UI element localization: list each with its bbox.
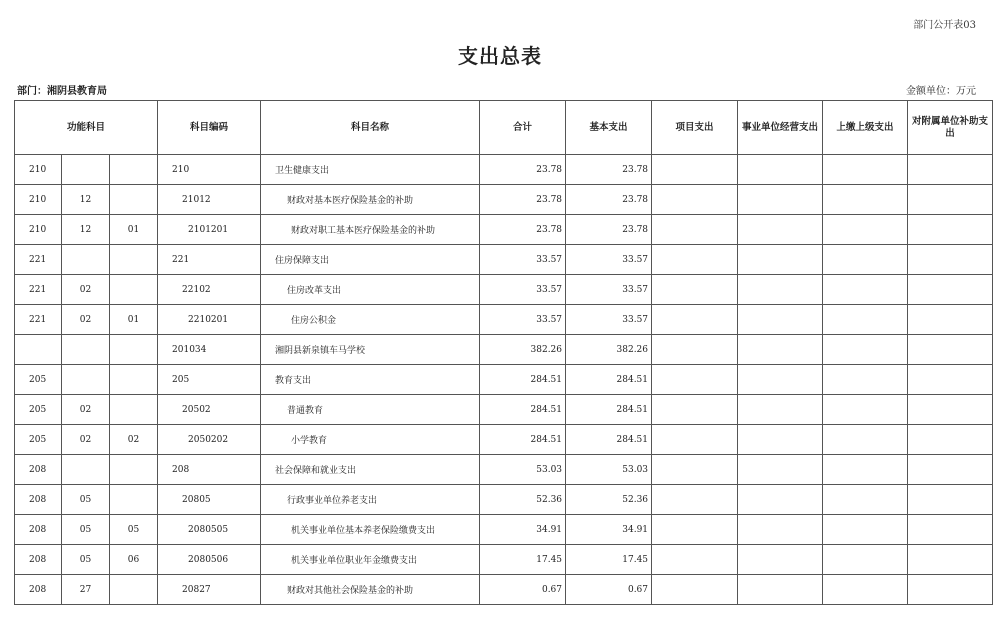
cell-project [652, 335, 738, 365]
cell-total: 23.78 [480, 185, 566, 215]
cell-subsidy [908, 575, 993, 605]
cell-subject-code: 20502 [158, 395, 261, 425]
cell-subject-name: 机关事业单位职业年金缴费支出 [261, 545, 480, 575]
cell-basic: 52.36 [566, 485, 652, 515]
cell-subsidy [908, 275, 993, 305]
cell-func-subitem: 01 [110, 305, 158, 335]
cell-total: 284.51 [480, 425, 566, 455]
cell-upper [823, 365, 908, 395]
table-row [15, 515, 993, 545]
column-header-subsidy: 对附属单位补助支出 [908, 101, 993, 155]
cell-subject-code: 2080506 [158, 545, 261, 575]
cell-project [652, 185, 738, 215]
cell-basic: 23.78 [566, 215, 652, 245]
cell-upper [823, 275, 908, 305]
cell-upper [823, 305, 908, 335]
table-row [15, 185, 993, 215]
column-header-upper: 上缴上级支出 [823, 101, 908, 155]
cell-func-subitem [110, 185, 158, 215]
cell-subject-name: 住房改革支出 [261, 275, 480, 305]
cell-project [652, 305, 738, 335]
cell-business [738, 275, 823, 305]
table-row [15, 215, 993, 245]
table-row [15, 455, 993, 485]
cell-basic: 0.67 [566, 575, 652, 605]
cell-upper [823, 215, 908, 245]
cell-total: 23.78 [480, 155, 566, 185]
cell-func-class: 208 [15, 515, 62, 545]
cell-func-subitem: 02 [110, 425, 158, 455]
cell-total: 17.45 [480, 545, 566, 575]
column-header-project: 项目支出 [652, 101, 738, 155]
cell-func-class: 208 [15, 485, 62, 515]
cell-subject-name: 普通教育 [261, 395, 480, 425]
table-row [15, 335, 993, 365]
form-number: 部门公开表03 [913, 20, 976, 31]
cell-subject-code: 20827 [158, 575, 261, 605]
cell-subject-code: 20805 [158, 485, 261, 515]
cell-func-item [62, 365, 110, 395]
cell-subject-code: 208 [158, 455, 261, 485]
cell-basic: 34.91 [566, 515, 652, 545]
table-row [15, 305, 993, 335]
cell-func-subitem [110, 155, 158, 185]
cell-subsidy [908, 515, 993, 545]
cell-func-subitem [110, 275, 158, 305]
cell-total: 33.57 [480, 305, 566, 335]
cell-func-item: 05 [62, 485, 110, 515]
cell-subject-code: 201034 [158, 335, 261, 365]
cell-subsidy [908, 185, 993, 215]
cell-subject-name: 住房公积金 [261, 305, 480, 335]
cell-subject-name: 财政对职工基本医疗保险基金的补助 [261, 215, 480, 245]
cell-subject-name: 湘阴县新泉镇车马学校 [261, 335, 480, 365]
cell-func-item: 12 [62, 215, 110, 245]
cell-subject-code: 2080505 [158, 515, 261, 545]
table-row [15, 155, 993, 185]
cell-subject-name: 卫生健康支出 [261, 155, 480, 185]
cell-func-subitem: 06 [110, 545, 158, 575]
cell-func-subitem [110, 485, 158, 515]
cell-business [738, 515, 823, 545]
cell-total: 33.57 [480, 245, 566, 275]
cell-func-class: 210 [15, 215, 62, 245]
cell-func-item: 27 [62, 575, 110, 605]
cell-subject-name: 财政对基本医疗保险基金的补助 [261, 185, 480, 215]
cell-business [738, 485, 823, 515]
cell-subsidy [908, 335, 993, 365]
cell-subject-name: 机关事业单位基本养老保险缴费支出 [261, 515, 480, 545]
table-row [15, 575, 993, 605]
cell-subject-name: 教育支出 [261, 365, 480, 395]
cell-func-class: 210 [15, 185, 62, 215]
cell-func-item [62, 455, 110, 485]
cell-func-subitem [110, 365, 158, 395]
cell-func-subitem [110, 575, 158, 605]
cell-subject-name: 财政对其他社会保险基金的补助 [261, 575, 480, 605]
cell-func-class: 221 [15, 245, 62, 275]
cell-func-class: 221 [15, 275, 62, 305]
cell-basic: 17.45 [566, 545, 652, 575]
cell-func-subitem [110, 395, 158, 425]
cell-business [738, 215, 823, 245]
column-header-total: 合计 [480, 101, 566, 155]
column-header-basic: 基本支出 [566, 101, 652, 155]
cell-total: 52.36 [480, 485, 566, 515]
cell-business [738, 335, 823, 365]
cell-subject-code: 210 [158, 155, 261, 185]
cell-upper [823, 425, 908, 455]
cell-func-class [15, 335, 62, 365]
table-row [15, 245, 993, 275]
column-header-code: 科目编码 [158, 101, 261, 155]
cell-subject-name: 小学教育 [261, 425, 480, 455]
cell-basic: 23.78 [566, 185, 652, 215]
cell-subject-code: 221 [158, 245, 261, 275]
table-body [15, 155, 993, 605]
cell-total: 53.03 [480, 455, 566, 485]
cell-func-class: 221 [15, 305, 62, 335]
cell-project [652, 245, 738, 275]
cell-upper [823, 335, 908, 365]
cell-subject-code: 2050202 [158, 425, 261, 455]
cell-upper [823, 485, 908, 515]
cell-func-item: 02 [62, 425, 110, 455]
cell-func-item: 02 [62, 395, 110, 425]
cell-total: 0.67 [480, 575, 566, 605]
cell-business [738, 245, 823, 275]
cell-project [652, 455, 738, 485]
cell-subsidy [908, 305, 993, 335]
cell-upper [823, 155, 908, 185]
table-row [15, 545, 993, 575]
cell-total: 382.26 [480, 335, 566, 365]
cell-func-item [62, 335, 110, 365]
cell-func-class: 205 [15, 425, 62, 455]
cell-business [738, 455, 823, 485]
expenditure-table [14, 100, 993, 605]
cell-func-subitem [110, 455, 158, 485]
cell-upper [823, 245, 908, 275]
cell-func-item: 02 [62, 275, 110, 305]
cell-func-class: 210 [15, 155, 62, 185]
cell-business [738, 305, 823, 335]
table-row [15, 395, 993, 425]
cell-project [652, 365, 738, 395]
cell-project [652, 425, 738, 455]
table-row [15, 365, 993, 395]
cell-total: 284.51 [480, 365, 566, 395]
cell-upper [823, 455, 908, 485]
cell-subject-code: 205 [158, 365, 261, 395]
cell-subsidy [908, 485, 993, 515]
cell-total: 284.51 [480, 395, 566, 425]
cell-func-subitem [110, 335, 158, 365]
cell-business [738, 545, 823, 575]
cell-func-item: 02 [62, 305, 110, 335]
cell-project [652, 545, 738, 575]
cell-subject-name: 行政事业单位养老支出 [261, 485, 480, 515]
cell-total: 23.78 [480, 215, 566, 245]
cell-subsidy [908, 365, 993, 395]
cell-func-item: 05 [62, 545, 110, 575]
cell-func-class: 208 [15, 575, 62, 605]
table-row [15, 485, 993, 515]
column-header-business: 事业单位经营支出 [738, 101, 823, 155]
cell-total: 34.91 [480, 515, 566, 545]
cell-subsidy [908, 245, 993, 275]
column-header-func: 功能科目 [15, 101, 158, 155]
cell-subsidy [908, 425, 993, 455]
cell-project [652, 275, 738, 305]
amount-unit-label: 金额单位：万元 [906, 86, 976, 97]
cell-business [738, 425, 823, 455]
column-header-name: 科目名称 [261, 101, 480, 155]
cell-business [738, 185, 823, 215]
cell-func-item [62, 245, 110, 275]
cell-project [652, 575, 738, 605]
cell-upper [823, 395, 908, 425]
cell-subsidy [908, 215, 993, 245]
cell-func-item: 05 [62, 515, 110, 545]
cell-subject-code: 2210201 [158, 305, 261, 335]
department-label: 部门：湘阴县教育局 [17, 86, 107, 97]
cell-business [738, 155, 823, 185]
cell-func-class: 205 [15, 365, 62, 395]
cell-subsidy [908, 395, 993, 425]
cell-func-subitem: 05 [110, 515, 158, 545]
cell-basic: 23.78 [566, 155, 652, 185]
cell-subject-code: 2101201 [158, 215, 261, 245]
cell-upper [823, 515, 908, 545]
cell-upper [823, 185, 908, 215]
cell-project [652, 155, 738, 185]
cell-subject-code: 22102 [158, 275, 261, 305]
cell-upper [823, 575, 908, 605]
cell-project [652, 395, 738, 425]
cell-func-subitem [110, 245, 158, 275]
cell-subject-code: 21012 [158, 185, 261, 215]
cell-func-class: 208 [15, 455, 62, 485]
cell-basic: 33.57 [566, 245, 652, 275]
cell-project [652, 215, 738, 245]
cell-total: 33.57 [480, 275, 566, 305]
cell-func-class: 208 [15, 545, 62, 575]
cell-basic: 382.26 [566, 335, 652, 365]
table-row [15, 275, 993, 305]
cell-basic: 33.57 [566, 275, 652, 305]
cell-basic: 33.57 [566, 305, 652, 335]
cell-subsidy [908, 455, 993, 485]
cell-business [738, 395, 823, 425]
cell-func-item: 12 [62, 185, 110, 215]
cell-business [738, 575, 823, 605]
cell-subject-name: 住房保障支出 [261, 245, 480, 275]
cell-func-item [62, 155, 110, 185]
cell-subsidy [908, 155, 993, 185]
cell-basic: 284.51 [566, 365, 652, 395]
cell-func-subitem: 01 [110, 215, 158, 245]
cell-subsidy [908, 545, 993, 575]
cell-project [652, 485, 738, 515]
cell-subject-name: 社会保障和就业支出 [261, 455, 480, 485]
cell-project [652, 515, 738, 545]
cell-upper [823, 545, 908, 575]
cell-basic: 53.03 [566, 455, 652, 485]
cell-basic: 284.51 [566, 395, 652, 425]
cell-business [738, 365, 823, 395]
cell-func-class: 205 [15, 395, 62, 425]
table-row [15, 425, 993, 455]
table-header-row [15, 101, 993, 155]
page-title: 支出总表 [458, 44, 542, 68]
cell-basic: 284.51 [566, 425, 652, 455]
